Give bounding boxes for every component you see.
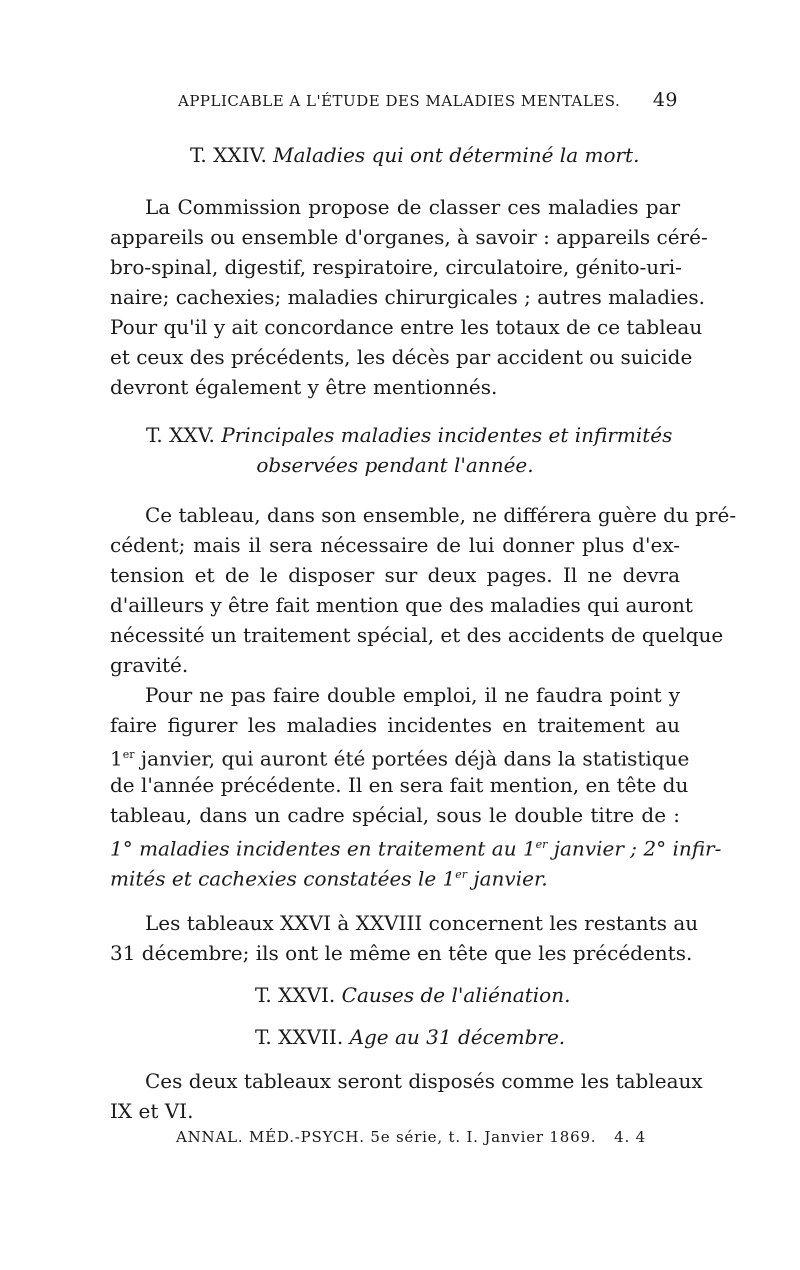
footer-signature-line [176,1128,646,1146]
running-header [178,89,678,111]
section-title-continuation: observées pendant l'année. [256,453,534,477]
paragraph-line: tableau, dans un cadre spécial, sous le double titre de : [110,803,680,827]
paragraph-line: Ces deux tableaux seront disposés comme les tableaux [145,1069,703,1093]
section-title: Principales maladies incidentes et infirmités [221,423,673,447]
section-number: T. XXV. [146,423,215,447]
paragraph-line: Les tableaux XXVI à XXVIII concernent les restants au [145,911,699,935]
paragraph-line: naire; cachexies; maladies chirurgicales ; autres maladies. [110,285,705,309]
signature-mark: 4. 4 [614,1128,646,1146]
paragraph-line: faire figurer les maladies incidentes en traitement au [110,713,680,737]
section-heading-t24 [190,140,680,170]
running-title: APPLICABLE A L'ÉTUDE DES MALADIES MENTALES. [178,92,621,110]
paragraph-line: cédent; mais il sera nécessaire de lui donner plus d'ex- [110,533,680,557]
journal-citation: ANNAL. MÉD.-PSYCH. 5e série, t. I. Janvier 1869. [176,1128,597,1146]
section-title: Causes de l'aliénation. [341,983,571,1007]
section-title: Age au 31 décembre. [349,1025,566,1049]
paragraph-line: 1° maladies incidentes en traitement au 1er janvier ; 2° infir- [110,836,722,861]
section-title: Maladies qui ont déterminé la mort. [273,143,640,167]
section-heading-t25 [146,420,680,450]
paragraph-line: tension et de le disposer sur deux pages. Il ne devra [110,563,680,587]
section-heading-t27 [255,1022,680,1052]
paragraph-line: appareils ou ensemble d'organes, à savoir : appareils céré- [110,225,708,249]
paragraph-line: La Commission propose de classer ces maladies par [145,195,680,219]
paragraph-line: Ce tableau, dans son ensemble, ne différera guère du pré- [145,503,737,527]
paragraph-line: 31 décembre; ils ont le même en tête que les précédents. [110,941,693,965]
paragraph-line: de l'année précédente. Il en sera fait mention, en tête du [110,773,689,797]
section-number: T. XXIV. [190,143,267,167]
section-heading-t26 [255,980,680,1010]
paragraph-line: nécessité un traitement spécial, et des accidents de quelque [110,623,724,647]
paragraph-line: Pour qu'il y ait concordance entre les totaux de ce tableau [110,315,703,339]
section-number: T. XXVI. [255,983,336,1007]
paragraph-line: d'ailleurs y être fait mention que des maladies qui auront [110,593,693,617]
page-number: 49 [652,89,678,111]
paragraph-line: devront également y être mentionnés. [110,375,498,399]
paragraph-line: IX et VI. [110,1099,194,1123]
paragraph-line: gravité. [110,653,189,677]
section-number: T. XXVII. [255,1025,344,1049]
paragraph-line: Pour ne pas faire double emploi, il ne faudra point y [145,683,680,707]
paragraph-line: 1er janvier, qui auront été portées déjà dans la statistique [110,746,690,771]
paragraph-line: et ceux des précédents, les décès par accident ou suicide [110,345,693,369]
paragraph-line: mités et cachexies constatées le 1er janvier. [110,866,548,891]
paragraph-line: bro-spinal, digestif, respiratoire, circulatoire, génito-uri- [110,255,682,279]
